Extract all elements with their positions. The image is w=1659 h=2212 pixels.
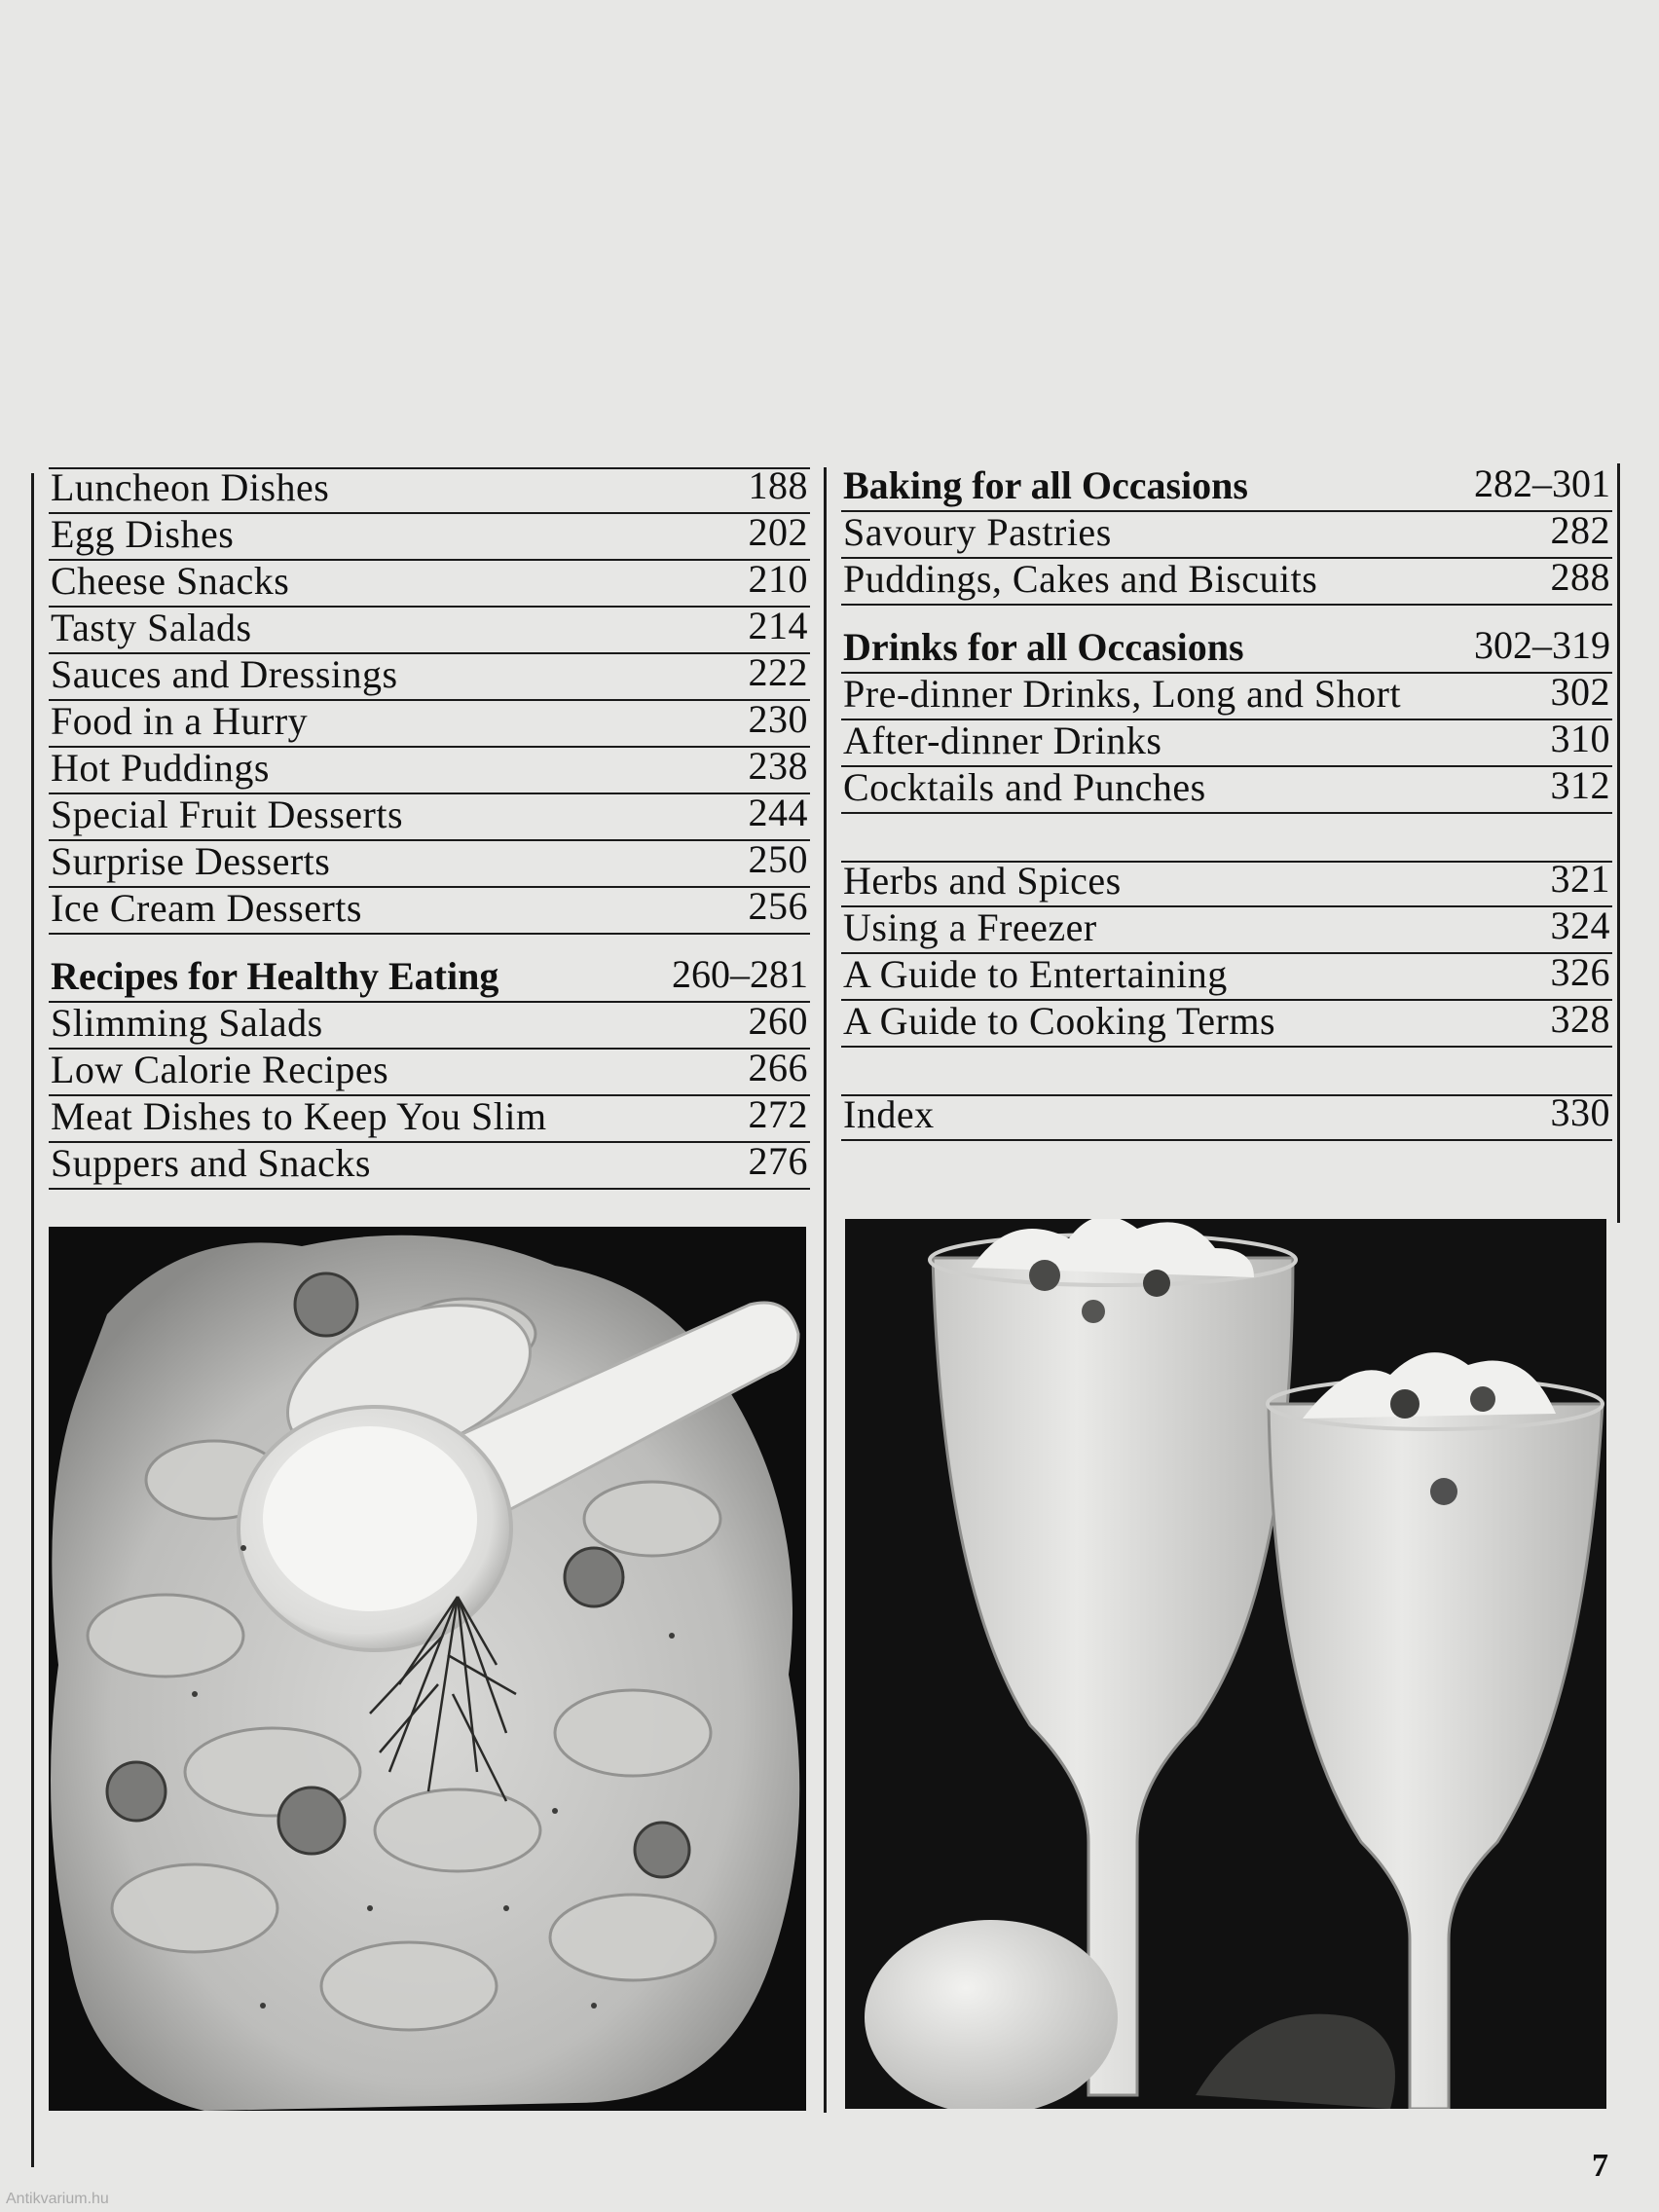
toc-group-1 (49, 463, 810, 935)
toc-section-drinks (841, 623, 1612, 814)
toc-right-column (841, 461, 1612, 1141)
toc-section-baking (841, 461, 1612, 606)
section-spacer (841, 1048, 1612, 1094)
toc-entry-surprise-desserts[interactable]: Surprise Desserts 250 (49, 841, 810, 888)
toc-entry-meat-dishes-slim[interactable]: Meat Dishes to Keep You Slim 272 (49, 1096, 810, 1143)
toc-entry-pre-dinner-drinks[interactable]: Pre-dinner Drinks, Long and Short 302 (841, 674, 1612, 720)
right-margin-rule (1617, 463, 1620, 1223)
toc-entry-guide-to-entertaining[interactable]: A Guide to Entertaining 326 (841, 954, 1612, 1001)
toc-entry-special-fruit-desserts[interactable]: Special Fruit Desserts 244 (49, 794, 810, 841)
toc-entry-cheese-snacks[interactable]: Cheese Snacks 210 (49, 561, 810, 608)
toc-entry-using-a-freezer[interactable]: Using a Freezer 324 (841, 907, 1612, 954)
toc-entry-low-calorie-recipes[interactable]: Low Calorie Recipes 266 (49, 1050, 810, 1096)
watermark: Antikvarium.hu (6, 2191, 109, 2207)
toc-entry-cocktails-and-punches[interactable]: Cocktails and Punches 312 (841, 767, 1612, 814)
left-margin-rule (31, 473, 34, 2167)
toc-section-index (841, 1090, 1612, 1141)
center-column-rule (824, 467, 827, 2113)
toc-entry-savoury-pastries[interactable]: Savoury Pastries 282 (841, 512, 1612, 559)
toc-entry-food-in-a-hurry[interactable]: Food in a Hurry 230 (49, 701, 810, 748)
toc-entry-ice-cream-desserts[interactable]: Ice Cream Desserts 256 (49, 888, 810, 935)
toc-entry-herbs-and-spices[interactable]: Herbs and Spices 321 (841, 861, 1612, 907)
dessert-glasses-photo (845, 1219, 1606, 2109)
toc-entry-after-dinner-drinks[interactable]: After-dinner Drinks 310 (841, 720, 1612, 767)
toc-entry-guide-to-cooking-terms[interactable]: A Guide to Cooking Terms 328 (841, 1001, 1612, 1048)
salad-photo (49, 1227, 806, 2111)
toc-entry-tasty-salads[interactable]: Tasty Salads 214 (49, 608, 810, 654)
toc-entry-luncheon-dishes[interactable]: Luncheon Dishes 188 (49, 467, 810, 514)
toc-entry-puddings-cakes-biscuits[interactable]: Puddings, Cakes and Biscuits 288 (841, 559, 1612, 606)
dessert-glasses-illustration (845, 1219, 1606, 2109)
salad-photo-illustration (49, 1227, 806, 2111)
page-number: 7 (1592, 2148, 1608, 2184)
toc-entry-hot-puddings[interactable]: Hot Puddings 238 (49, 748, 810, 794)
toc-section-guides (841, 857, 1612, 1048)
toc-entry-sauces-and-dressings[interactable]: Sauces and Dressings 222 (49, 654, 810, 701)
toc-left-column (49, 463, 810, 1190)
toc-entry-index[interactable]: Index 330 (841, 1094, 1612, 1141)
section-heading-baking[interactable]: Baking for all Occasions 282–301 (841, 465, 1612, 512)
toc-section-healthy-eating (49, 952, 810, 1190)
toc-entry-slimming-salads[interactable]: Slimming Salads 260 (49, 1003, 810, 1050)
section-spacer (841, 814, 1612, 861)
section-heading-healthy-eating[interactable]: Recipes for Healthy Eating 260–281 (49, 956, 810, 1003)
toc-entry-egg-dishes[interactable]: Egg Dishes 202 (49, 514, 810, 561)
toc-entry-suppers-and-snacks[interactable]: Suppers and Snacks 276 (49, 1143, 810, 1190)
section-heading-drinks[interactable]: Drinks for all Occasions 302–319 (841, 627, 1612, 674)
